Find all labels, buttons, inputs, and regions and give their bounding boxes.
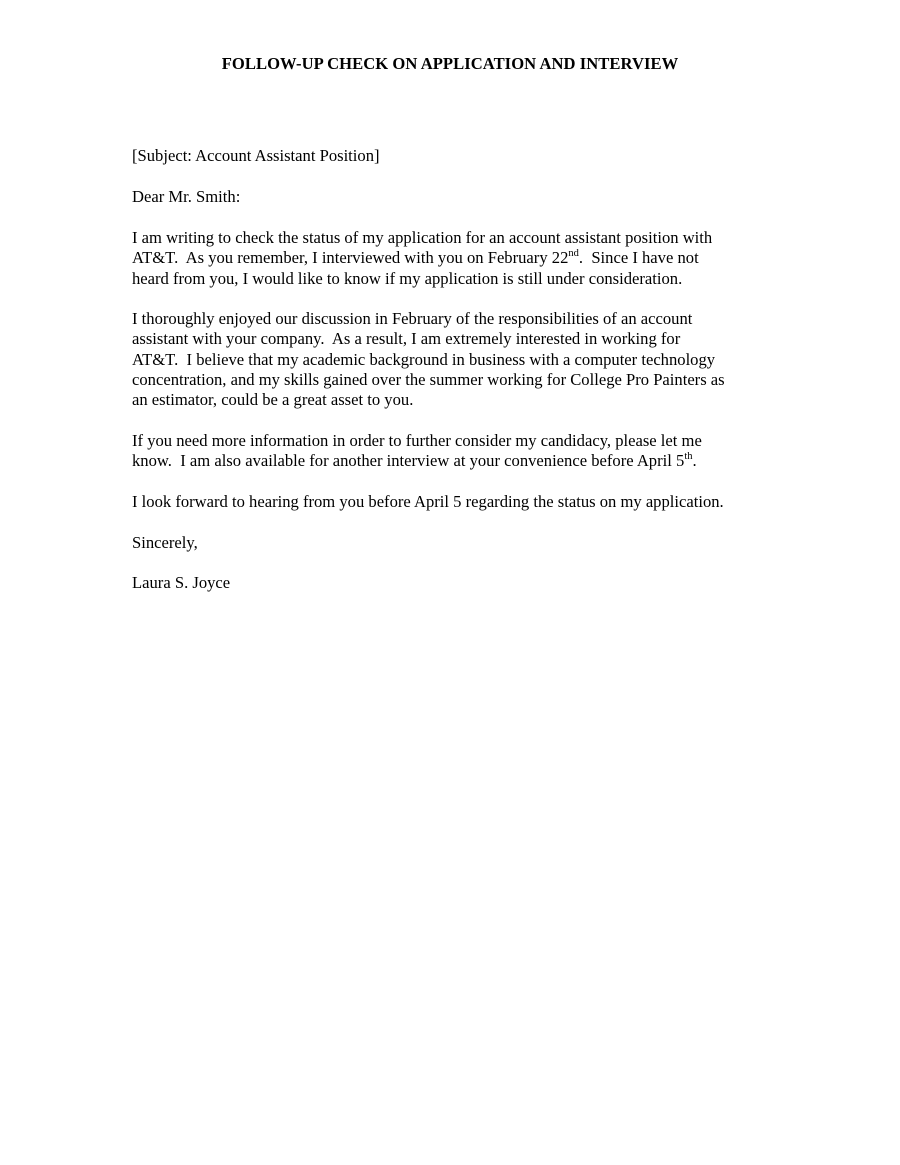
paragraph-line: heard from you, I would like to know if my application is still under consideration. <box>132 268 683 288</box>
paragraph-line: If you need more information in order to further consider my candidacy, please let me <box>132 431 702 450</box>
text-run: AT&T. As you remember, I interviewed with you on February 22 <box>132 248 569 268</box>
signature-name: Laura S. Joyce <box>132 573 231 592</box>
signature <box>132 573 792 593</box>
text-run: . <box>692 451 697 471</box>
paragraph-line: I look forward to hearing from you before April 5 regarding the status on my application. <box>132 492 724 511</box>
ordinal-suffix: nd <box>568 247 579 259</box>
paragraph-interest <box>132 309 792 410</box>
paragraph-line: an estimator, could be a great asset to you. <box>132 390 414 410</box>
ordinal-suffix: th <box>684 450 693 462</box>
paragraph-line <box>132 248 792 268</box>
text-run: know. I am also available for another interview at your convenience before April 5 <box>132 451 685 471</box>
paragraph-line: AT&T. I believe that my academic background in business with a computer technology <box>132 349 716 369</box>
closing <box>132 533 792 553</box>
closing-text: Sincerely, <box>132 533 198 552</box>
letter-title: FOLLOW-UP CHECK ON APPLICATION AND INTERVIEW <box>221 54 679 73</box>
paragraph-line: I am writing to check the status of my application for an account assistant position with <box>132 228 713 247</box>
paragraph-closing-remark <box>132 492 792 512</box>
paragraph-line <box>132 451 792 471</box>
subject-line <box>132 146 792 166</box>
paragraph-line: concentration, and my skills gained over the summer working for College Pro Painters as <box>132 369 725 389</box>
salutation <box>132 187 792 207</box>
paragraph-line: I thoroughly enjoyed our discussion in February of the responsibilities of an account <box>132 309 693 328</box>
paragraph-line: assistant with your company. As a result, I am extremely interested in working for <box>132 329 681 349</box>
paragraph-availability <box>132 431 792 472</box>
salutation-text: Dear Mr. Smith: <box>132 187 241 206</box>
subject-text: [Subject: Account Assistant Position] <box>132 146 380 165</box>
text-run: . Since I have not <box>578 248 699 268</box>
paragraph-status-check <box>132 228 792 289</box>
